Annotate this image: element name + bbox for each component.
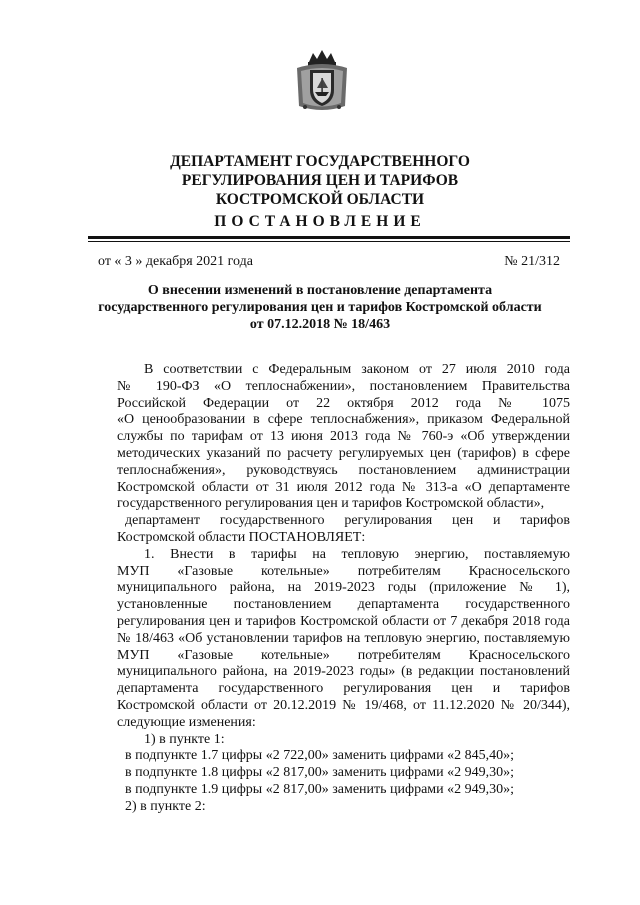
subject-line: государственного регулирования цен и тарифов Костромской области [98,300,542,315]
header-rule-thin [88,241,570,242]
body-line: 1. Внести в тарифы на тепловую энергию, поставляемую [144,546,570,562]
header-rule-thick [88,236,570,239]
decree-subject [0,282,640,333]
decree-number: № 21/312 [504,254,560,269]
body-line: государственного регулирования цен и тарифов Костромской области», [117,496,545,512]
body-line: Костромской области от 31 июля 2012 года № 313-а «О департаменте [117,479,570,495]
body-line: службы по тарифам от 13 июня 2013 года № 760-э «Об утверждении [117,429,570,445]
body-line: методических указаний по расчету регулируемых цен (тарифов) в сфере [117,445,570,461]
decree-date: от « 3 » декабря 2021 года [98,254,253,269]
department-name-line: КОСТРОМСКОЙ ОБЛАСТИ [215,191,425,208]
body-line: следующие изменения: [117,714,256,730]
department-name-line: ДЕПАРТАМЕНТ ГОСУДАРСТВЕННОГО [170,153,470,170]
body-line: В соответствии с Федеральным законом от 27 июля 2010 года [144,362,570,377]
department-name-line: РЕГУЛИРОВАНИЯ ЦЕН И ТАРИФОВ [181,172,459,189]
body-line: в подпункте 1.9 цифры «2 817,00» заменить цифрами «2 949,30»; [125,781,515,797]
body-line: муниципального района, на 2019-2023 годы (приложение № 1), [117,580,570,596]
body-line: установленные постановлением департамента государственного [117,597,570,613]
body-line: в подпункте 1.7 цифры «2 722,00» заменить цифрами «2 845,40»; [125,748,515,764]
body-line: регулирования цен и тарифов Костромской области от 7 декабря 2018 года [117,613,570,629]
body-line: «О ценообразовании в сфере теплоснабжения», приказом Федеральной [117,412,570,428]
body-line: департамента государственного регулирования цен и тарифов [117,681,570,697]
body-line: в подпункте 1.8 цифры «2 817,00» заменить цифрами «2 949,30»; [125,765,515,781]
department-name [0,152,640,209]
body-line: № 190-ФЗ «О теплоснабжении», постановлением Правительства [117,378,570,394]
subject-line: О внесении изменений в постановление департамента [147,283,493,298]
body-line: Российской Федерации от 22 октября 2012 года № 1075 [117,395,570,411]
body-line: 2) в пункте 2: [125,798,206,814]
body-line: МУП «Газовые котельные» потребителям Красносельского [117,563,570,579]
body-line: № 18/463 «Об установлении тарифов на тепловую энергию, поставляемую [117,630,570,646]
body-line: теплоснабжения», руководствуясь постановлением администрации [117,462,570,478]
body-line: муниципального района, на 2019-2023 годы» (в редакции постановлений [117,664,570,680]
body-line: департамент государственного регулирования цен и тарифов [125,513,570,529]
kostroma-coat-of-arms-icon [293,48,351,114]
body-line: Костромской области от 20.12.2019 № 19/468, от 11.12.2020 № 20/344), [117,697,570,713]
subject-line: от 07.12.2018 № 18/463 [249,317,391,332]
body-line: 1) в пункте 1: [144,731,225,747]
body-line: МУП «Газовые котельные» потребителям Красносельского [117,647,570,663]
decree-title: ПОСТАНОВЛЕНИЕ [214,213,426,230]
decree-body [117,362,570,816]
body-line: Костромской области ПОСТАНОВЛЯЕТ: [117,529,366,545]
